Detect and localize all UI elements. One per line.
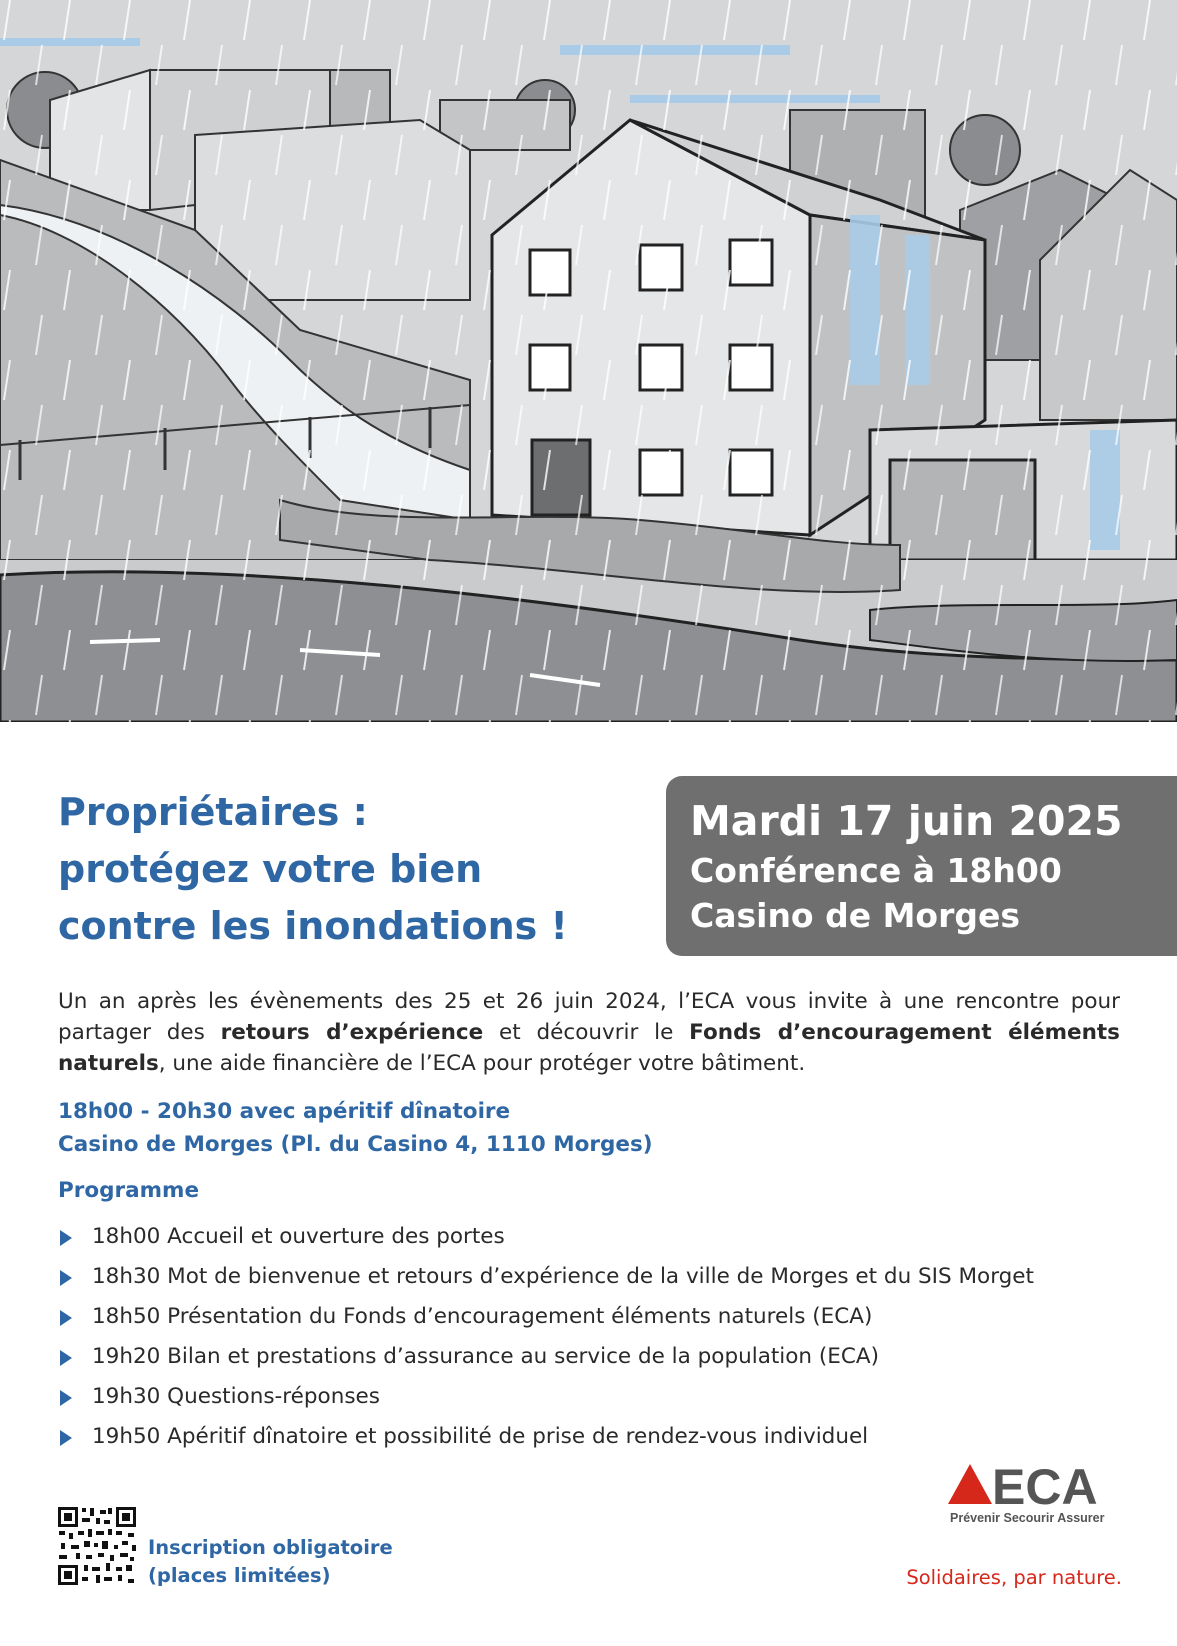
flood-illustration [0,0,1177,722]
bullet-triangle-icon [60,1430,72,1446]
hero-illustration [0,0,1177,722]
event-conference-time: Conférence à 18h00 [690,851,1062,890]
eca-logo-text: ECA [992,1459,1098,1515]
event-address: Casino de Morges (Pl. du Casino 4, 1110 Morges) [58,1132,653,1157]
eca-logo [946,1456,1122,1526]
intro-text-3: , une aide financière de l’ECA pour protéger votre bâtiment. [158,1051,806,1076]
event-time-range: 18h00 - 20h30 avec apéritif dînatoire [58,1099,511,1124]
qr-code-icon[interactable] [56,1505,138,1587]
event-date: Mardi 17 juin 2025 [690,797,1123,845]
programme-item [58,1342,1034,1382]
event-box [666,776,1177,956]
headline-line-1: Propriétaires : [58,790,368,834]
programme-item-text: 18h30 Mot de bienvenue et retours d’expérience de la ville de Morges et du SIS Morget [92,1264,1034,1289]
bullet-triangle-icon [60,1270,72,1286]
programme-item [58,1222,1034,1262]
programme-item-text: 18h00 Accueil et ouverture des portes [92,1224,505,1249]
eca-triangle-icon [948,1464,992,1504]
programme-item [58,1262,1034,1302]
bullet-triangle-icon [60,1230,72,1246]
bullet-triangle-icon [60,1350,72,1366]
programme-item-text: 19h20 Bilan et prestations d’assurance au service de la population (ECA) [92,1344,879,1369]
programme-item [58,1422,1034,1462]
eca-tagline: Prévenir Secourir Assurer [950,1511,1105,1525]
programme-list [58,1222,1034,1462]
programme-item-text: 18h50 Présentation du Fonds d’encouragement éléments naturels (ECA) [92,1304,873,1329]
headline-line-2: protégez votre bien [58,847,483,891]
programme-item-text: 19h50 Apéritif dînatoire et possibilité de prise de rendez-vous individuel [92,1424,869,1449]
programme-item-text: 19h30 Questions-réponses [92,1384,380,1409]
headline [58,784,568,955]
programme-item [58,1382,1034,1422]
bullet-triangle-icon [60,1390,72,1406]
intro-text-2: et découvrir le [483,1020,690,1045]
bullet-triangle-icon [60,1310,72,1326]
registration-line-1: Inscription obligatoire [148,1536,393,1559]
intro-bold-1: retours d’expérience [220,1020,484,1045]
registration-line-2: (places limitées) [148,1564,331,1587]
event-venue: Casino de Morges [690,896,1021,935]
registration-note [148,1534,393,1590]
slogan: Solidaires, par nature. [906,1566,1122,1589]
event-info [58,1095,653,1161]
intro-bold-2: Fonds d’encouragement éléments naturels [58,1020,1120,1076]
headline-line-3: contre les inondations ! [58,904,568,948]
intro-text-1: Un an après les évènements des 25 et 26 juin 2024, l’ECA vous invite à une rencontre pour partager des [58,989,1120,1045]
intro-paragraph [58,986,1120,1079]
programme-title: Programme [58,1178,200,1203]
programme-item [58,1302,1034,1342]
